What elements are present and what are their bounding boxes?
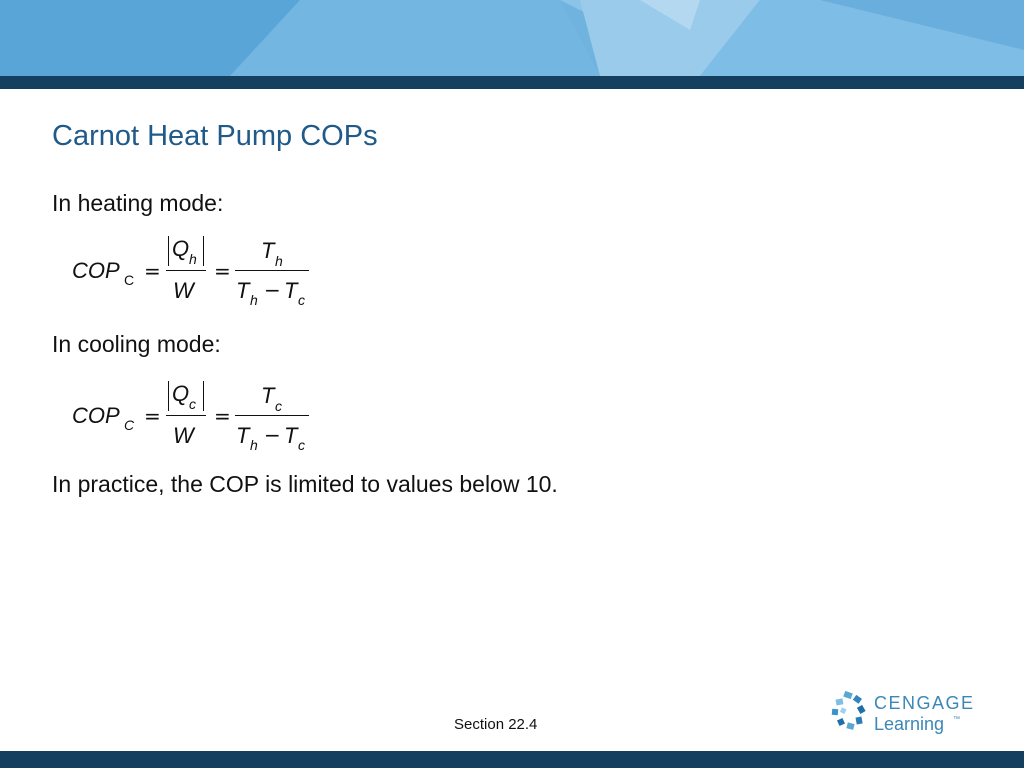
logo-wordmark-top: CENGAGE <box>874 693 975 713</box>
cooling-cop-equation <box>72 377 322 457</box>
work-symbol: W <box>173 423 194 448</box>
header-banner <box>0 0 1024 76</box>
abs-bar-right <box>203 381 204 411</box>
equals-sign: = <box>144 404 161 428</box>
temp-subscript: c <box>298 437 305 453</box>
temp-subscript: c <box>298 292 305 308</box>
fraction-bar <box>235 270 309 271</box>
slide-title: Carnot Heat Pump COPs <box>52 120 378 152</box>
logo-wordmark-bottom: Learning <box>874 714 945 734</box>
minus-sign: − <box>264 278 281 302</box>
abs-bar-right <box>203 236 204 266</box>
practice-note: In practice, the COP is limited to values below 10. <box>52 471 558 497</box>
fraction-bar <box>235 415 309 416</box>
temp-symbol: T <box>236 278 250 303</box>
cop-symbol: COP <box>72 258 120 283</box>
temp-symbol: T <box>236 423 250 448</box>
minus-sign: − <box>264 423 281 447</box>
banner-pattern <box>0 0 1024 76</box>
temp-symbol: T <box>261 383 275 408</box>
equals-sign: = <box>144 259 161 283</box>
cengage-logo <box>830 690 990 738</box>
cop-subscript: C <box>124 417 135 433</box>
logo-trademark: ™ <box>953 716 960 723</box>
cop-symbol: COP <box>72 403 120 428</box>
work-symbol: W <box>173 278 194 303</box>
heat-symbol: Q <box>172 236 190 261</box>
footer-bar <box>0 751 1024 768</box>
heat-subscript: c <box>189 396 196 412</box>
temp-symbol: T <box>261 238 275 263</box>
header-rule <box>0 76 1024 89</box>
temp-subscript: c <box>275 398 282 414</box>
heat-subscript: h <box>189 251 197 267</box>
equals-sign: = <box>214 259 231 283</box>
temp-symbol: T <box>284 423 298 448</box>
heat-symbol: Q <box>172 381 190 406</box>
fraction-bar <box>166 270 206 271</box>
temp-subscript: h <box>250 437 258 453</box>
heating-mode-label: In heating mode: <box>52 190 224 216</box>
equals-sign: = <box>214 404 231 428</box>
cop-subscript: C <box>124 272 135 288</box>
heating-cop-equation <box>72 232 322 312</box>
temp-subscript: h <box>275 253 283 269</box>
temp-symbol: T <box>284 278 298 303</box>
temp-subscript: h <box>250 292 258 308</box>
section-number: Section 22.4 <box>454 716 538 733</box>
abs-bar-left <box>168 236 169 266</box>
logo-mark-icon <box>830 690 870 734</box>
abs-bar-left <box>168 381 169 411</box>
fraction-bar <box>166 415 206 416</box>
cooling-mode-label: In cooling mode: <box>52 331 221 357</box>
